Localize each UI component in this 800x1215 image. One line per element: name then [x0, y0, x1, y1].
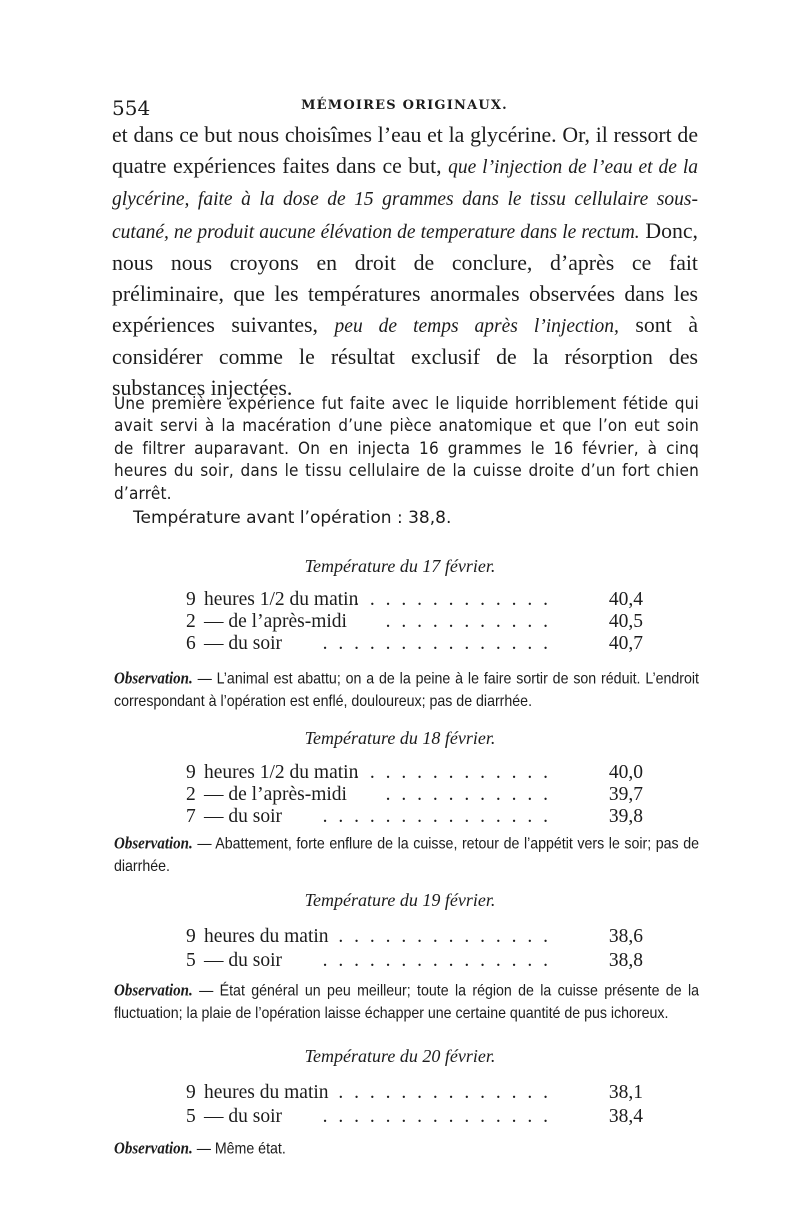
temperature-before: Température avant l’opération : 38,8. — [133, 508, 452, 528]
reading-hour: 9 — [186, 762, 196, 783]
reading-label: — du soir — [204, 950, 282, 971]
observation-text: — État général un peu meilleur; toute la région de la cuisse présente de la fluctuation; la plaie de l’opération laisse échapper une certaine quantité de pus ichoreux. — [114, 982, 699, 1023]
reading-value: 38,4 — [608, 1106, 643, 1127]
reading-leader: . . . . . . . . . . . . . . . — [322, 806, 551, 827]
intro-italic-1: que l’injection de l’eau et de la glycérine, faite à la dose de 15 grammes dans le tissu cellulaire sous-cutané, ne produit aucune élévation de temperature dans le rectum. — [112, 156, 698, 243]
intro-italic-2: peu de temps après l’injection, — [334, 315, 619, 337]
reading-label: — du soir — [204, 1106, 282, 1127]
reading-hour: 7 — [186, 806, 196, 827]
reading-label: heures 1/2 du matin — [204, 589, 359, 610]
observation — [114, 668, 699, 713]
reading-leader: . . . . . . . . . . . — [385, 784, 551, 805]
reading-hour: 9 — [186, 589, 196, 610]
reading-leader: . . . . . . . . . . . — [385, 611, 551, 632]
reading-value: 40,0 — [608, 762, 643, 783]
reading-label: heures 1/2 du matin — [204, 762, 359, 783]
reading-value: 40,7 — [608, 633, 643, 654]
observation-label: Observation. — [114, 1140, 193, 1159]
reading-row — [186, 950, 643, 972]
observation — [114, 1138, 699, 1160]
observation-text: — Même état. — [192, 1140, 286, 1159]
reading-leader: . . . . . . . . . . . . . . . — [322, 633, 551, 654]
reading-value: 38,8 — [608, 950, 643, 971]
day-title: Température du 19 février. — [304, 890, 496, 910]
intro-text-2: Donc, nous nous croyons en droit de conclure, d’après ce fait préliminaire, que les températures anormales observées dans les expériences suivantes, — [112, 218, 698, 337]
experiment-paragraph: Une première expérience fut faite avec le liquide horriblement fétide qui avait servi à la macération d’une pièce anatomique et que l’on eut soin de filtrer auparavant. On en injecta 16 grammes le 16 février, à cinq heures du soir, dans le tissu cellulaire de la cuisse droite d’un fort chien d’arrêt. — [114, 394, 699, 504]
observation-text: — L’animal est abattu; on a de la peine à le faire sortir de son réduit. L’endroit correspondant à l’opération est enflé, douloureux; pas de diarrhée. — [114, 670, 699, 711]
running-title: MÉMOIRES ORIGINAUX. — [301, 98, 508, 113]
day-title: Température du 20 février. — [304, 1046, 496, 1066]
reading-label: — du soir — [204, 806, 282, 827]
reading-hour: 9 — [186, 926, 196, 947]
reading-leader: . . . . . . . . . . . . . . . — [322, 1106, 551, 1127]
reading-hour: 6 — [186, 633, 196, 654]
reading-label: heures du matin — [204, 926, 329, 947]
reading-hour: 9 — [186, 1082, 196, 1103]
reading-value: 39,7 — [608, 784, 643, 805]
reading-leader: . . . . . . . . . . . . . — [354, 762, 551, 783]
intro-paragraph — [112, 120, 698, 403]
reading-leader: . . . . . . . . . . . . . . — [338, 926, 551, 947]
day-title: Température du 18 février. — [304, 728, 496, 748]
reading-label: — de l’après-midi — [204, 784, 347, 805]
reading-row — [186, 762, 643, 784]
reading-row — [186, 806, 643, 828]
reading-row — [186, 589, 643, 611]
observation — [114, 833, 699, 878]
reading-value: 40,4 — [608, 589, 643, 610]
reading-row — [186, 633, 643, 655]
reading-row — [186, 1106, 643, 1128]
reading-label: — du soir — [204, 633, 282, 654]
reading-leader: . . . . . . . . . . . . . . . — [322, 950, 551, 971]
reading-value: 38,6 — [608, 926, 643, 947]
reading-hour: 2 — [186, 784, 196, 805]
reading-leader: . . . . . . . . . . . . . — [354, 589, 551, 610]
observation-label: Observation. — [114, 835, 193, 854]
reading-hour: 5 — [186, 1106, 196, 1127]
page-header — [112, 96, 697, 122]
reading-row — [186, 784, 643, 806]
reading-hour: 2 — [186, 611, 196, 632]
reading-value: 38,1 — [608, 1082, 643, 1103]
observation-label: Observation. — [114, 982, 193, 1001]
reading-hour: 5 — [186, 950, 196, 971]
observation — [114, 980, 699, 1025]
intro-text-3: sont à considérer comme le résultat exclusif de la résorption des substances injectées. — [112, 312, 698, 400]
day-title: Température du 17 février. — [304, 556, 496, 576]
reading-value: 40,5 — [608, 611, 643, 632]
reading-label: heures du matin — [204, 1082, 329, 1103]
reading-label: — de l’après-midi — [204, 611, 347, 632]
observation-text: — Abattement, forte enflure de la cuisse, retour de l’appétit vers le soir; pas de diarrhée. — [114, 835, 699, 876]
observation-label: Observation. — [114, 670, 193, 689]
page-number: 554 — [112, 96, 151, 120]
reading-row — [186, 611, 643, 633]
reading-row — [186, 926, 643, 948]
reading-leader: . . . . . . . . . . . . . . — [338, 1082, 551, 1103]
intro-text-1: et dans ce but nous choisîmes l’eau et la glycérine. Or, il ressort de quatre expériences faites dans ce but, — [112, 123, 698, 178]
reading-value: 39,8 — [608, 806, 643, 827]
reading-row — [186, 1082, 643, 1104]
